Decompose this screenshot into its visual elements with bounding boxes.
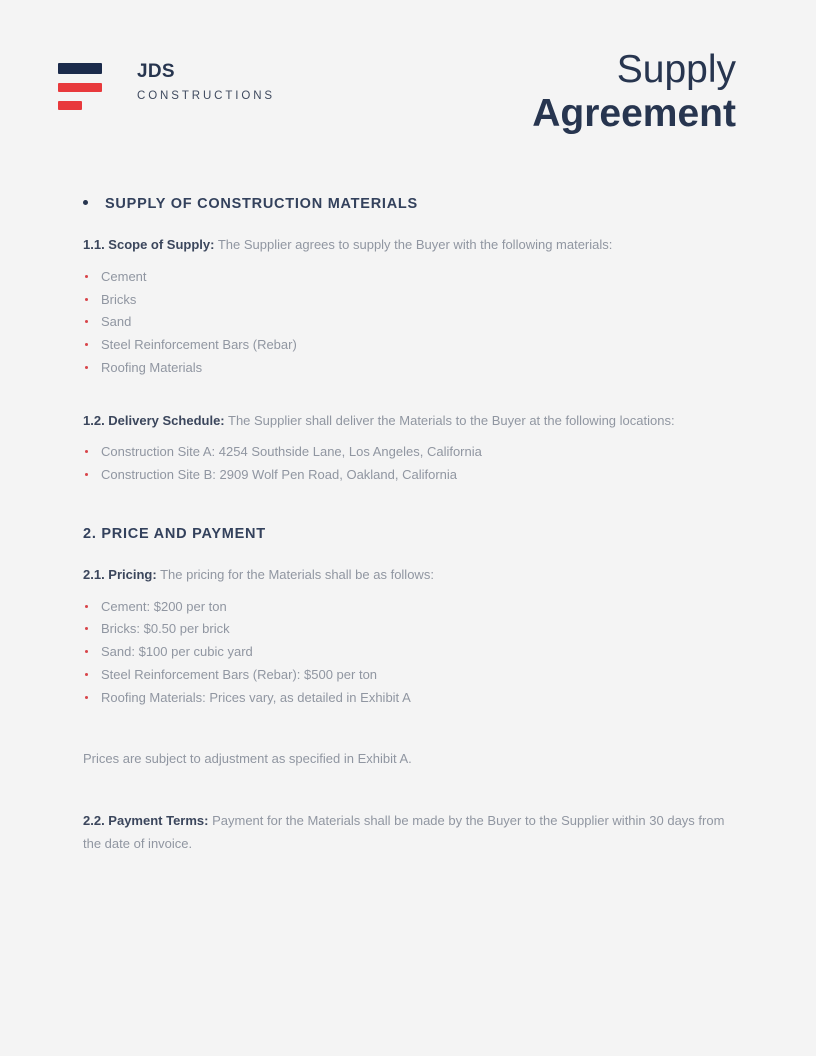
logo-bar-navy: [58, 63, 102, 74]
clause-label: 1.2. Delivery Schedule:: [83, 412, 225, 428]
section-supply-of-construction-materials: [83, 196, 731, 487]
list-item: Cement: $200 per ton: [83, 596, 731, 619]
page-title-line-2: Agreement: [532, 91, 736, 135]
list-item: Sand: [83, 311, 731, 334]
clause-label: 1.1. Scope of Supply:: [83, 237, 215, 252]
brand-text: [137, 52, 275, 103]
list-item: Construction Site B: 2909 Wolf Pen Road, Oakland, California: [83, 464, 731, 487]
list-item: Steel Reinforcement Bars (Rebar): $500 per ton: [83, 664, 731, 687]
clause-text: The pricing for the Materials shall be as follows:: [156, 566, 434, 582]
clause-label: 2.1. Pricing:: [83, 566, 157, 582]
list-item: Steel Reinforcement Bars (Rebar): [83, 334, 731, 357]
clause-pricing: [83, 564, 731, 587]
brand-name: JDS: [137, 61, 175, 82]
logo-bar-red: [58, 83, 102, 92]
section-heading-label: SUPPLY OF CONSTRUCTION MATERIALS: [105, 196, 418, 212]
list-item: Roofing Materials: [83, 357, 731, 380]
clause-scope-of-supply: [83, 234, 731, 257]
list-item: Bricks: [83, 289, 731, 312]
list-item: Sand: $100 per cubic yard: [83, 641, 731, 664]
document-body: [83, 196, 731, 856]
list-item: Cement: [83, 266, 731, 289]
clause-delivery-schedule: [83, 410, 731, 433]
logo-bar-red-short: [58, 101, 82, 110]
list-item: Bricks: $0.50 per brick: [83, 618, 731, 641]
section-heading-label: 2. PRICE AND PAYMENT: [83, 525, 266, 542]
section-heading: [83, 196, 731, 212]
brand-logo: [58, 52, 275, 110]
list-item: Roofing Materials: Prices vary, as detailed in Exhibit A: [83, 687, 731, 710]
page-title-line-1: Supply: [616, 48, 736, 91]
clause-text: The Supplier agrees to supply the Buyer with the following materials:: [214, 237, 613, 252]
clause-text: The Supplier shall deliver the Materials to the Buyer at the following locations:: [224, 412, 675, 428]
clause-payment-terms: [83, 810, 731, 856]
section-bullet-icon: [83, 200, 88, 205]
brand-subtitle: CONSTRUCTIONS: [137, 90, 276, 102]
section-price-and-payment: [83, 526, 731, 856]
pricing-note: Prices are subject to adjustment as specified in Exhibit A.: [83, 751, 412, 767]
page-title: [532, 48, 736, 135]
document-header: [58, 48, 736, 157]
materials-list: [83, 266, 731, 380]
section-heading: [83, 526, 731, 542]
delivery-locations-list: [83, 441, 731, 487]
clause-label: 2.2. Payment Terms:: [83, 813, 209, 828]
list-item: Construction Site A: 4254 Southside Lane, Los Angeles, California: [83, 441, 731, 464]
clause-text: Payment for the Materials shall be made by the Buyer to the Supplier within 30 days from the date of invoice.: [83, 813, 725, 851]
pricing-list: [83, 596, 731, 710]
logo-mark-icon: [58, 63, 102, 110]
